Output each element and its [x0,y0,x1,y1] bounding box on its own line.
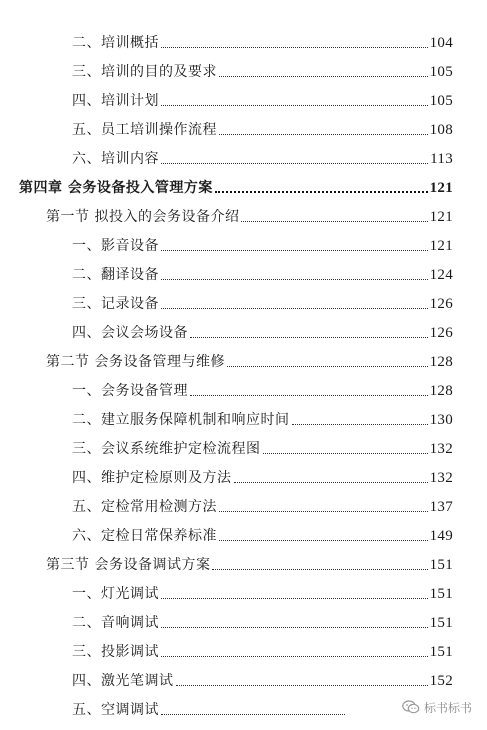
toc-entry-page: 128 [429,354,453,370]
dot-leader [161,105,428,106]
toc-entry [72,117,453,139]
toc-entry-page: 113 [430,151,453,167]
toc-entry-page: 137 [429,499,453,515]
dot-leader [292,424,428,425]
toc-entry [72,146,453,168]
dot-leader [176,685,428,686]
toc-entry-page: 105 [429,93,453,109]
toc-section-entry [46,349,453,371]
toc-chapter-entry [19,175,453,197]
toc-entry [72,407,453,429]
toc-entry-page: 126 [429,296,453,312]
toc-entry-page: 132 [429,441,453,457]
wechat-icon [402,700,420,714]
toc-entry-page: 105 [429,64,453,80]
toc-entry-page: 152 [429,673,453,689]
toc-entry-label: 五、员工培训操作流程 [72,122,217,138]
toc-entry-label: 三、记录设备 [72,296,159,312]
dot-leader [161,163,428,164]
toc-entry [72,262,453,284]
dot-leader [161,714,345,715]
toc-entry-label: 二、培训概括 [72,35,159,51]
toc-entry [72,639,453,661]
toc-entry-label: 六、培训内容 [72,151,159,167]
toc-entry-page: 126 [429,325,453,341]
toc-entry-page: 121 [429,180,453,196]
toc-entry-page: 108 [429,122,453,138]
toc-entry-label: 四、培训计划 [72,93,159,109]
toc-entry-label: 三、投影调试 [72,644,159,660]
toc-entry [72,523,453,545]
toc-entry-page: 130 [429,412,453,428]
toc-entry-page: 149 [429,528,453,544]
toc-entry-page: 121 [429,209,453,225]
toc-entry-label: 四、维护定检原则及方法 [72,470,232,486]
toc-entry [72,465,453,487]
toc-entry-label: 四、激光笔调试 [72,673,174,689]
toc-entry-page: 151 [429,557,453,573]
toc-entry-label: 三、会议系统维护定检流程图 [72,441,261,457]
toc-entry-label: 四、会议会场设备 [72,325,188,341]
toc-entry-label: 五、空调调试 [72,702,159,718]
dot-leader [161,308,428,309]
toc-section-label: 第三节 会务设备调试方案 [46,557,211,573]
dot-leader [241,221,427,222]
toc-section-label: 第二节 会务设备管理与维修 [46,354,225,370]
toc-entry-page: 132 [429,470,453,486]
dot-leader [219,76,428,77]
dot-leader [215,191,428,193]
toc-entry-page: 121 [429,238,453,254]
toc-entry [72,436,453,458]
dot-leader [161,250,428,251]
toc-entry [72,291,453,313]
toc-section-entry [46,552,453,574]
dot-leader [263,453,428,454]
toc-entry [72,88,453,110]
dot-leader [161,627,428,628]
dot-leader [190,395,428,396]
dot-leader [161,656,428,657]
toc-entry-label: 二、翻译设备 [72,267,159,283]
dot-leader [219,134,428,135]
toc-entry-label: 二、建立服务保障机制和响应时间 [72,412,290,428]
toc-entry-label: 三、培训的目的及要求 [72,64,217,80]
toc-entry-page: 128 [429,383,453,399]
dot-leader [219,511,428,512]
toc-entry [72,668,453,690]
toc-entry-label: 一、会务设备管理 [72,383,188,399]
toc-entry [72,378,453,400]
dot-leader [161,598,428,599]
toc-entry [72,697,347,719]
toc-entry [72,581,453,603]
toc-entry-label: 一、影音设备 [72,238,159,254]
toc-entry-label: 一、灯光调试 [72,586,159,602]
toc-entry-page: 124 [429,267,453,283]
dot-leader [161,279,428,280]
toc-section-label: 第一节 拟投入的会务设备介绍 [46,209,240,225]
toc-entry [72,494,453,516]
toc-entry [72,320,453,342]
toc-entry-label: 六、定检日常保养标准 [72,528,217,544]
source-watermark [398,696,476,718]
dot-leader [227,366,428,367]
dot-leader [212,569,427,570]
toc-entry [72,59,453,81]
dot-leader [161,47,428,48]
toc-entry-page: 151 [429,615,453,631]
dot-leader [234,482,428,483]
toc-entry [72,233,453,255]
dot-leader [190,337,428,338]
toc-entry-page: 151 [429,586,453,602]
toc-entry-label: 五、定检常用检测方法 [72,499,217,515]
toc-section-entry [46,204,453,226]
watermark-text: 标书标书 [424,700,473,715]
toc-entry-label: 二、音响调试 [72,615,159,631]
toc-entry-page: 104 [429,35,453,51]
toc-entry [72,610,453,632]
toc-entry-page: 151 [429,644,453,660]
toc-entry [72,30,453,52]
toc-chapter-label: 第四章 会务设备投入管理方案 [19,180,213,196]
dot-leader [219,540,428,541]
